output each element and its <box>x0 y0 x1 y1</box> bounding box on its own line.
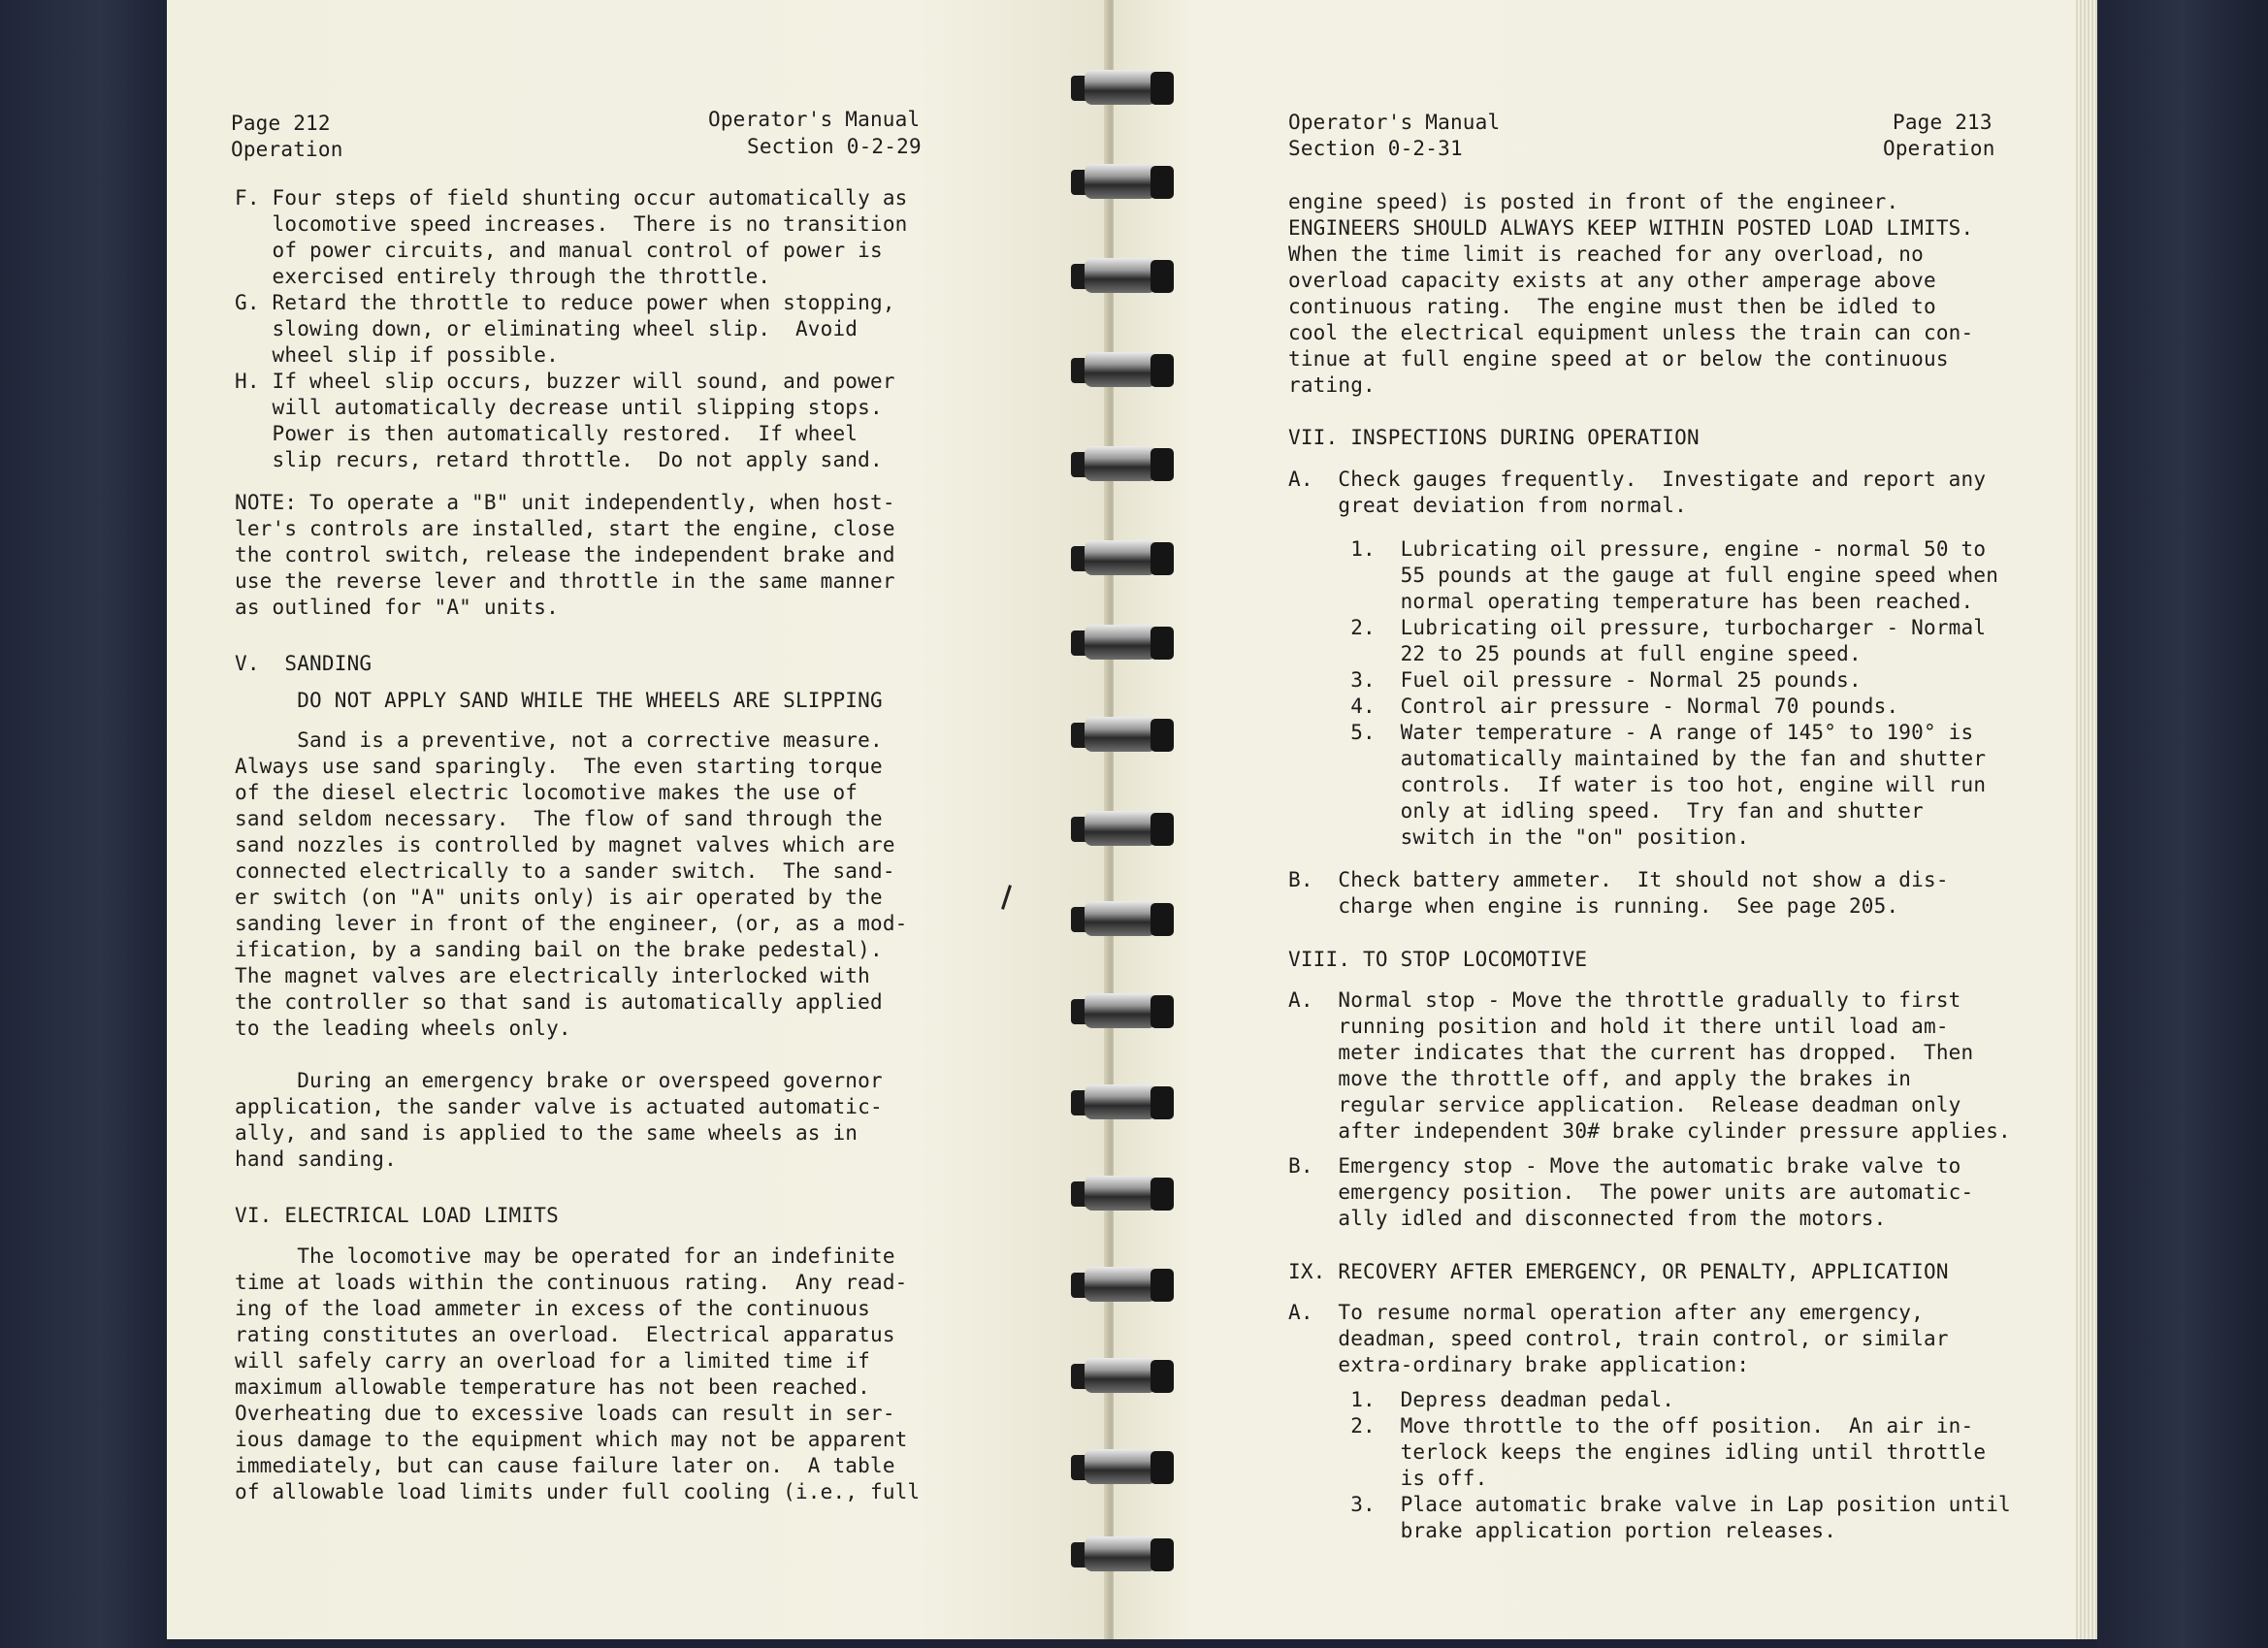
list-item: only at idling speed. Try fan and shutter <box>1288 799 1924 823</box>
text-line: of the diesel electric locomotive makes the use of <box>235 781 859 804</box>
list-item: normal operating temperature has been reached. <box>1288 590 1974 613</box>
list-item: 22 to 25 pounds at full engine speed. <box>1288 642 1862 665</box>
text-line: emergency position. The power units are automatic- <box>1288 1180 1974 1204</box>
text-line: When the time limit is reached for any overload, no <box>1288 242 1924 266</box>
text-line: sand seldom necessary. The flow of sand through the <box>235 807 883 830</box>
book-cover-right <box>2095 0 2268 1648</box>
text-line: sand nozzles is controlled by magnet valves which are <box>235 833 895 856</box>
right-page-number: Page 213 <box>1893 111 1993 134</box>
section-heading-stop: VIII. TO STOP LOCOMOTIVE <box>1288 948 1588 971</box>
text-line: A. Normal stop - Move the throttle gradually to first <box>1288 988 1961 1012</box>
text-line: ification, by a sanding bail on the brake pedestal). <box>235 938 883 961</box>
text-line: ENGINEERS SHOULD ALWAYS KEEP WITHIN POSTED LOAD LIMITS. <box>1288 216 1974 240</box>
text-line: engine speed) is posted in front of the engineer. <box>1288 190 1899 213</box>
text-line: hand sanding. <box>235 1147 397 1171</box>
list-item: 1. Lubricating oil pressure, engine - normal 50 to <box>1288 537 1987 561</box>
text-line: immediately, but can cause failure later on. A table <box>235 1454 895 1477</box>
right-page-section: Section 0-2-31 <box>1288 137 1463 160</box>
text-line: running position and hold it there until load am- <box>1288 1015 1949 1038</box>
text-line: slip recurs, retard throttle. Do not apply sand. <box>235 448 883 471</box>
spiral-ring <box>1071 1445 1174 1488</box>
left-page-section: Section 0-2-29 <box>747 135 922 158</box>
spiral-ring <box>1071 989 1174 1032</box>
spiral-ring <box>1071 621 1174 663</box>
list-item: brake application portion releases. <box>1288 1519 1837 1542</box>
list-item: 4. Control air pressure - Normal 70 pounds. <box>1288 695 1899 718</box>
left-page-chapter: Operation <box>231 138 343 161</box>
spiral-ring <box>1071 807 1174 850</box>
text-line: A. Check gauges frequently. Investigate and report any <box>1288 468 1987 491</box>
text-line: of power circuits, and manual control of power is <box>235 239 883 262</box>
list-item: 2. Lubricating oil pressure, turbocharger - Normal <box>1288 616 1987 639</box>
text-line: the controller so that sand is automatically applied <box>235 990 883 1014</box>
text-line: The locomotive may be operated for an indefinite <box>235 1244 895 1268</box>
text-line: continuous rating. The engine must then be idled to <box>1288 295 1936 318</box>
text-line: rating constitutes an overload. Electrical apparatus <box>235 1323 895 1346</box>
spiral-ring <box>1071 442 1174 485</box>
left-page-manual-title: Operator's Manual <box>708 108 921 131</box>
text-line: connected electrically to a sander switch. The sand- <box>235 859 895 883</box>
spiral-ring <box>1071 160 1174 203</box>
text-line: wheel slip if possible. <box>235 343 559 367</box>
spiral-ring <box>1071 1081 1174 1123</box>
text-line: maximum allowable temperature has not been reached. <box>235 1375 870 1399</box>
text-line: great deviation from normal. <box>1288 494 1687 517</box>
text-line: charge when engine is running. See page 205. <box>1288 894 1899 918</box>
note-line: the control switch, release the independent brake and <box>235 543 895 566</box>
text-line: ally idled and disconnected from the motors. <box>1288 1207 1887 1230</box>
sanding-warning: DO NOT APPLY SAND WHILE THE WHEELS ARE SLIPPING <box>235 689 883 712</box>
spiral-ring <box>1071 348 1174 391</box>
text-line: move the throttle off, and apply the brakes in <box>1288 1067 1912 1090</box>
right-page-chapter: Operation <box>1883 137 1995 160</box>
text-line: ally, and sand is applied to the same wheels as in <box>235 1121 859 1145</box>
text-line: extra-ordinary brake application: <box>1288 1353 1750 1376</box>
text-line: meter indicates that the current has dropped. Then <box>1288 1041 1974 1064</box>
spiral-ring <box>1071 536 1174 579</box>
spiral-ring <box>1071 1533 1174 1575</box>
spiral-ring <box>1071 897 1174 940</box>
spiral-ring <box>1071 713 1174 756</box>
list-item: 55 pounds at the gauge at full engine speed when <box>1288 564 1999 587</box>
text-line: sanding lever in front of the engineer, (or, as a mod- <box>235 912 908 935</box>
text-line: overload capacity exists at any other amperage above <box>1288 269 1936 292</box>
text-line: cool the electrical equipment unless the train can con- <box>1288 321 1974 344</box>
text-line: Overheating due to excessive loads can result in ser- <box>235 1402 895 1425</box>
text-line: will safely carry an overload for a limited time if <box>235 1349 870 1373</box>
right-page <box>1114 0 2093 1639</box>
spiral-ring <box>1071 254 1174 297</box>
text-line: rating. <box>1288 373 1376 397</box>
left-page-number: Page 212 <box>231 112 331 135</box>
text-line: ious damage to the equipment which may not be apparent <box>235 1428 908 1451</box>
text-line: er switch (on "A" units only) is air operated by the <box>235 886 883 909</box>
list-item: controls. If water is too hot, engine will run <box>1288 773 1987 796</box>
note-line: ler's controls are installed, start the engine, close <box>235 517 895 540</box>
text-line: G. Retard the throttle to reduce power when stopping, <box>235 291 895 314</box>
text-line: time at loads within the continuous rating. Any read- <box>235 1271 908 1294</box>
list-item: 2. Move throttle to the off position. An air in- <box>1288 1414 1974 1438</box>
text-line: deadman, speed control, train control, or similar <box>1288 1327 1949 1350</box>
text-line: B. Check battery ammeter. It should not show a dis- <box>1288 868 1949 891</box>
right-page-manual-title: Operator's Manual <box>1288 111 1501 134</box>
list-item: is off. <box>1288 1467 1488 1490</box>
section-heading-recovery: IX. RECOVERY AFTER EMERGENCY, OR PENALTY, APPLICATION <box>1288 1260 1949 1283</box>
section-heading-sanding: V. SANDING <box>235 652 373 675</box>
text-line: exercised entirely through the throttle. <box>235 265 771 288</box>
text-line: locomotive speed increases. There is no transition <box>235 212 908 236</box>
text-line: The magnet valves are electrically interlocked with <box>235 964 870 987</box>
list-item: 5. Water temperature - A range of 145° to 190° is <box>1288 721 1974 744</box>
page-edges <box>2076 0 2097 1639</box>
text-line: ing of the load ammeter in excess of the continuous <box>235 1297 870 1320</box>
text-line: B. Emergency stop - Move the automatic brake valve to <box>1288 1154 1961 1178</box>
text-line: During an emergency brake or overspeed governor <box>235 1069 883 1092</box>
text-line: regular service application. Release deadman only <box>1288 1093 1961 1116</box>
book-cover-left <box>0 0 170 1648</box>
text-line: to the leading wheels only. <box>235 1017 571 1040</box>
text-line: F. Four steps of field shunting occur automatically as <box>235 186 908 210</box>
section-heading-inspections: VII. INSPECTIONS DURING OPERATION <box>1288 426 1700 449</box>
text-line: after independent 30# brake cylinder pressure applies. <box>1288 1119 2011 1143</box>
text-line: slowing down, or eliminating wheel slip. Avoid <box>235 317 859 340</box>
list-item: 1. Depress deadman pedal. <box>1288 1388 1675 1411</box>
text-line: Always use sand sparingly. The even starting torque <box>235 755 883 778</box>
text-line: A. To resume normal operation after any emergency, <box>1288 1301 1924 1324</box>
text-line: Power is then automatically restored. If wheel <box>235 422 859 445</box>
text-line: tinue at full engine speed at or below the continuous <box>1288 347 1949 371</box>
text-line: Sand is a preventive, not a corrective measure. <box>235 728 883 752</box>
note-line: use the reverse lever and throttle in the same manner <box>235 569 895 593</box>
list-item: automatically maintained by the fan and shutter <box>1288 747 1987 770</box>
text-line: application, the sander valve is actuated automatic- <box>235 1095 883 1118</box>
note-line: NOTE: To operate a "B" unit independently, when host- <box>235 491 895 514</box>
left-page <box>167 0 1108 1639</box>
spiral-ring <box>1071 66 1174 109</box>
text-line: of allowable load limits under full cooling (i.e., full <box>235 1480 921 1503</box>
spiral-ring <box>1071 1172 1174 1214</box>
spiral-ring <box>1071 1263 1174 1306</box>
list-item: terlock keeps the engines idling until throttle <box>1288 1440 1987 1464</box>
list-item: switch in the "on" position. <box>1288 825 1750 849</box>
text-line: H. If wheel slip occurs, buzzer will sound, and power <box>235 370 895 393</box>
note-line: as outlined for "A" units. <box>235 596 559 619</box>
section-heading-load-limits: VI. ELECTRICAL LOAD LIMITS <box>235 1204 559 1227</box>
spiral-ring <box>1071 1354 1174 1397</box>
list-item: 3. Fuel oil pressure - Normal 25 pounds. <box>1288 668 1862 692</box>
text-line: will automatically decrease until slipping stops. <box>235 396 883 419</box>
list-item: 3. Place automatic brake valve in Lap position until <box>1288 1493 2011 1516</box>
